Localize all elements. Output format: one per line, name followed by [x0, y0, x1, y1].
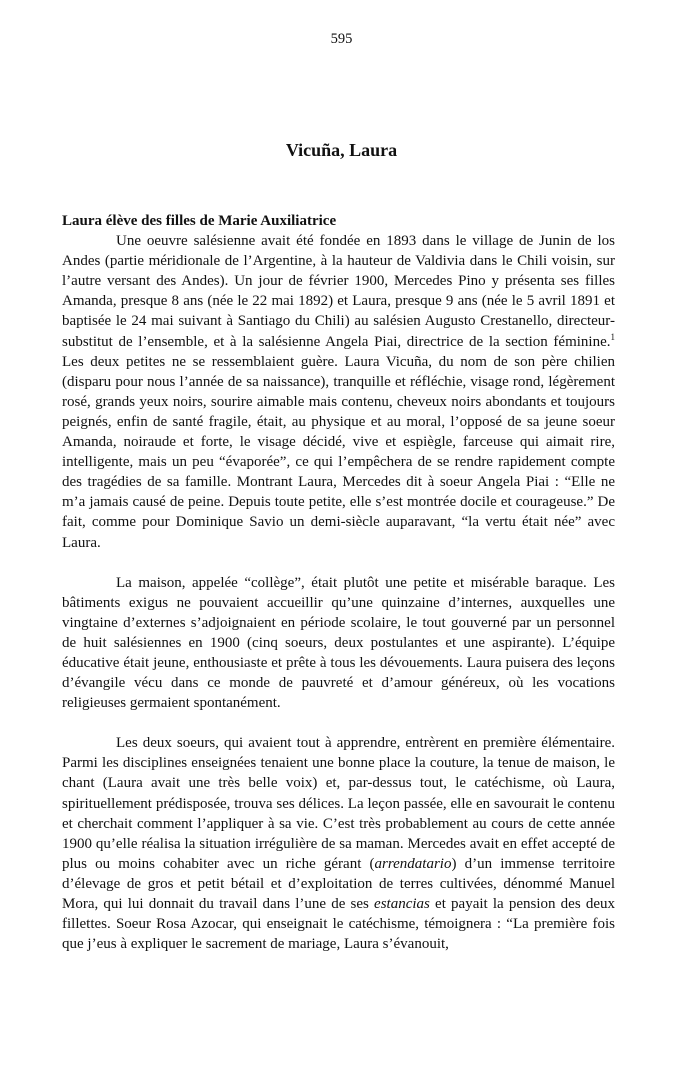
paragraph-1-text-a: Une oeuvre salésienne avait été fondée en 1893 dans le village de Junin de los Andes (partie méridionale de l’Argentine, à la hauteur de Valdivia dans le Chili voisin, sur l’autre versant des Andes). Un jour de février 1900, Mercedes Pino y présenta ses filles Amanda, presque 8 ans (née le 22 mai 1892) et Laura, presque 9 ans (née le 5 avril 1891 et baptisée le 24 mai suivant à Santiago du Chili) au salésien Augusto Crestanello, directeur-substitut de l’ensemble, et à la salésienne Angela Piai, directrice de la section féminine. [62, 233, 615, 350]
paragraph-1 [62, 231, 615, 553]
paragraph-3-text-c: et payait la pension des deux fillettes. Soeur Rosa Azocar, qui enseignait le catéchisme, témoignera : “La première fois que j’eus à expliquer le sacrement de mariage, Laura s’évanouit, [62, 896, 615, 953]
paragraph-3-text-b: ) d’un immense territoire d’élevage de gros et petit bétail et d’exploitation de terres cultivées, dénommé Manuel Mora, qui lui donnait du travail dans l’une de ses [62, 855, 615, 912]
term-arrendatario: arrendatario [374, 855, 452, 872]
page-number: 595 [330, 31, 353, 47]
paragraph-1-text-b: Les deux petites ne se ressemblaient guère. Laura Vicuña, du nom de son père chilien (disparu pour nous l’année de sa naissance), tranquille et réfléchie, visage rond, légèrement rosé, grands yeux noirs, sourire aimable mais contenu, cheveux noirs abondants et toujours peignés, enfin de santé fragile, était, au physique et au moral, l’opposé de sa jeune soeur Amanda, noiraude et forte, le visage décidé, vive et espiègle, farceuse qui aimait rire, intelligente, mais un peu “évaporée”, ce qui l’empêchera de se rendre rapidement compte des tragédies de sa famille. Montrant Laura, Mercedes dit à soeur Angela Piai : “Elle ne m’a jamais causé de peine. Depuis toute petite, elle s’est montrée docile et courageuse.” De fait, comme pour Dominique Savio un demi-siècle auparavant, “la vertu était née” avec Laura. [62, 353, 615, 551]
paragraph-3-text-a: Les deux soeurs, qui avaient tout à apprendre, entrèrent en première élémentaire. Parmi les disciplines enseignées tenaient une bonne place la couture, la tenue de maison, le chant (Laura avait une très belle voix) et, par-dessus tout, le catéchisme, où Laura, spirituellement prédisposée, trouva ses délices. La leçon passée, elle en savourait le contenu et cherchait comment l’appliquer à sa vie. C’est très probablement au cours de cette année 1900 qu’elle réalisa la situation irrégulière de sa maman. Mercedes avait en effet accepté de plus ou moins cohabiter avec un riche gérant ( [62, 735, 615, 872]
paragraph-2: La maison, appelée “collège”, était plutôt une petite et misérable baraque. Les bâtiments exigus ne pouvaient accueillir qu’une quinzaine d’internes, auxquelles une vingtaine d’externes s’adjoignaient en période scolaire, le tout gouverné par un personnel de huit salésiennes en 1900 (cinq soeurs, deux postulantes et une aspirante). L’équipe éducative était jeune, enthousiaste et prête à tous les dévouements. Laura puisera des leçons d’évangile vécu dans ce monde de pauvreté et d’amour généreux, où les vocations religieuses germaient spontanément. [62, 574, 615, 712]
chapter-title: Vicuña, Laura [285, 140, 398, 160]
page-body [62, 211, 615, 954]
term-estancias: estancias [374, 896, 430, 912]
paragraph-3 [62, 733, 615, 954]
section-heading: Laura élève des filles de Marie Auxiliatrice [62, 213, 337, 229]
footnote-marker: 1 [610, 331, 615, 342]
